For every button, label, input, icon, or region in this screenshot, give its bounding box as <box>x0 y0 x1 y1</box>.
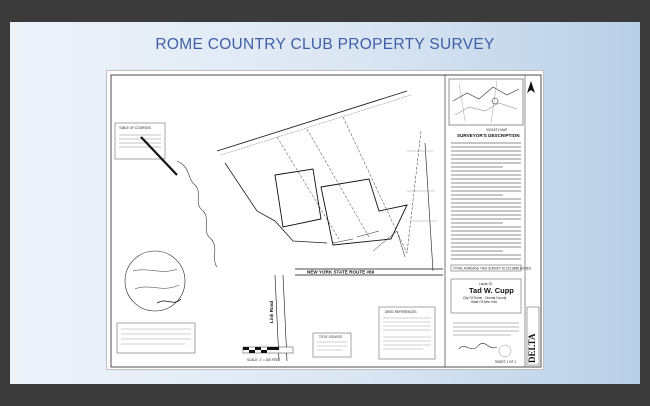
sheet-number: SHEET 1 OF 1 <box>495 360 517 364</box>
slide-title: ROME COUNTRY CLUB PROPERTY SURVEY <box>155 36 495 53</box>
vicinity-map-label: VICINITY MAP <box>486 128 508 132</box>
deed-references-title: DEED REFERENCES <box>385 310 417 314</box>
survey-map-svg <box>107 71 545 371</box>
survey-drawing <box>106 70 544 370</box>
slide <box>10 22 640 384</box>
description-title: SURVEYOR'S DESCRIPTION <box>457 133 520 138</box>
location-line-1: City Of Rome - Oneida County <box>463 296 507 300</box>
link-road-label: Link Road <box>269 300 274 323</box>
scale-label: SCALE: 1" = 200 FEET <box>247 358 281 362</box>
firm-logo: DELTA <box>527 333 537 363</box>
acreage-note: TOTAL ACREAGE THIS SURVEY IS 151.8896 ACRES <box>453 266 531 271</box>
table-of-courses-title: TABLE OF COURSES <box>119 126 151 130</box>
lands-of-label: Lands Of <box>479 282 492 286</box>
owner-name: Tad W. Cupp <box>469 286 514 295</box>
title-source-label: TITLE SOURCE <box>319 335 343 339</box>
location-line-2: State Of New York <box>471 300 498 304</box>
route-69-label: NEW YORK STATE ROUTE #69 <box>307 269 375 275</box>
